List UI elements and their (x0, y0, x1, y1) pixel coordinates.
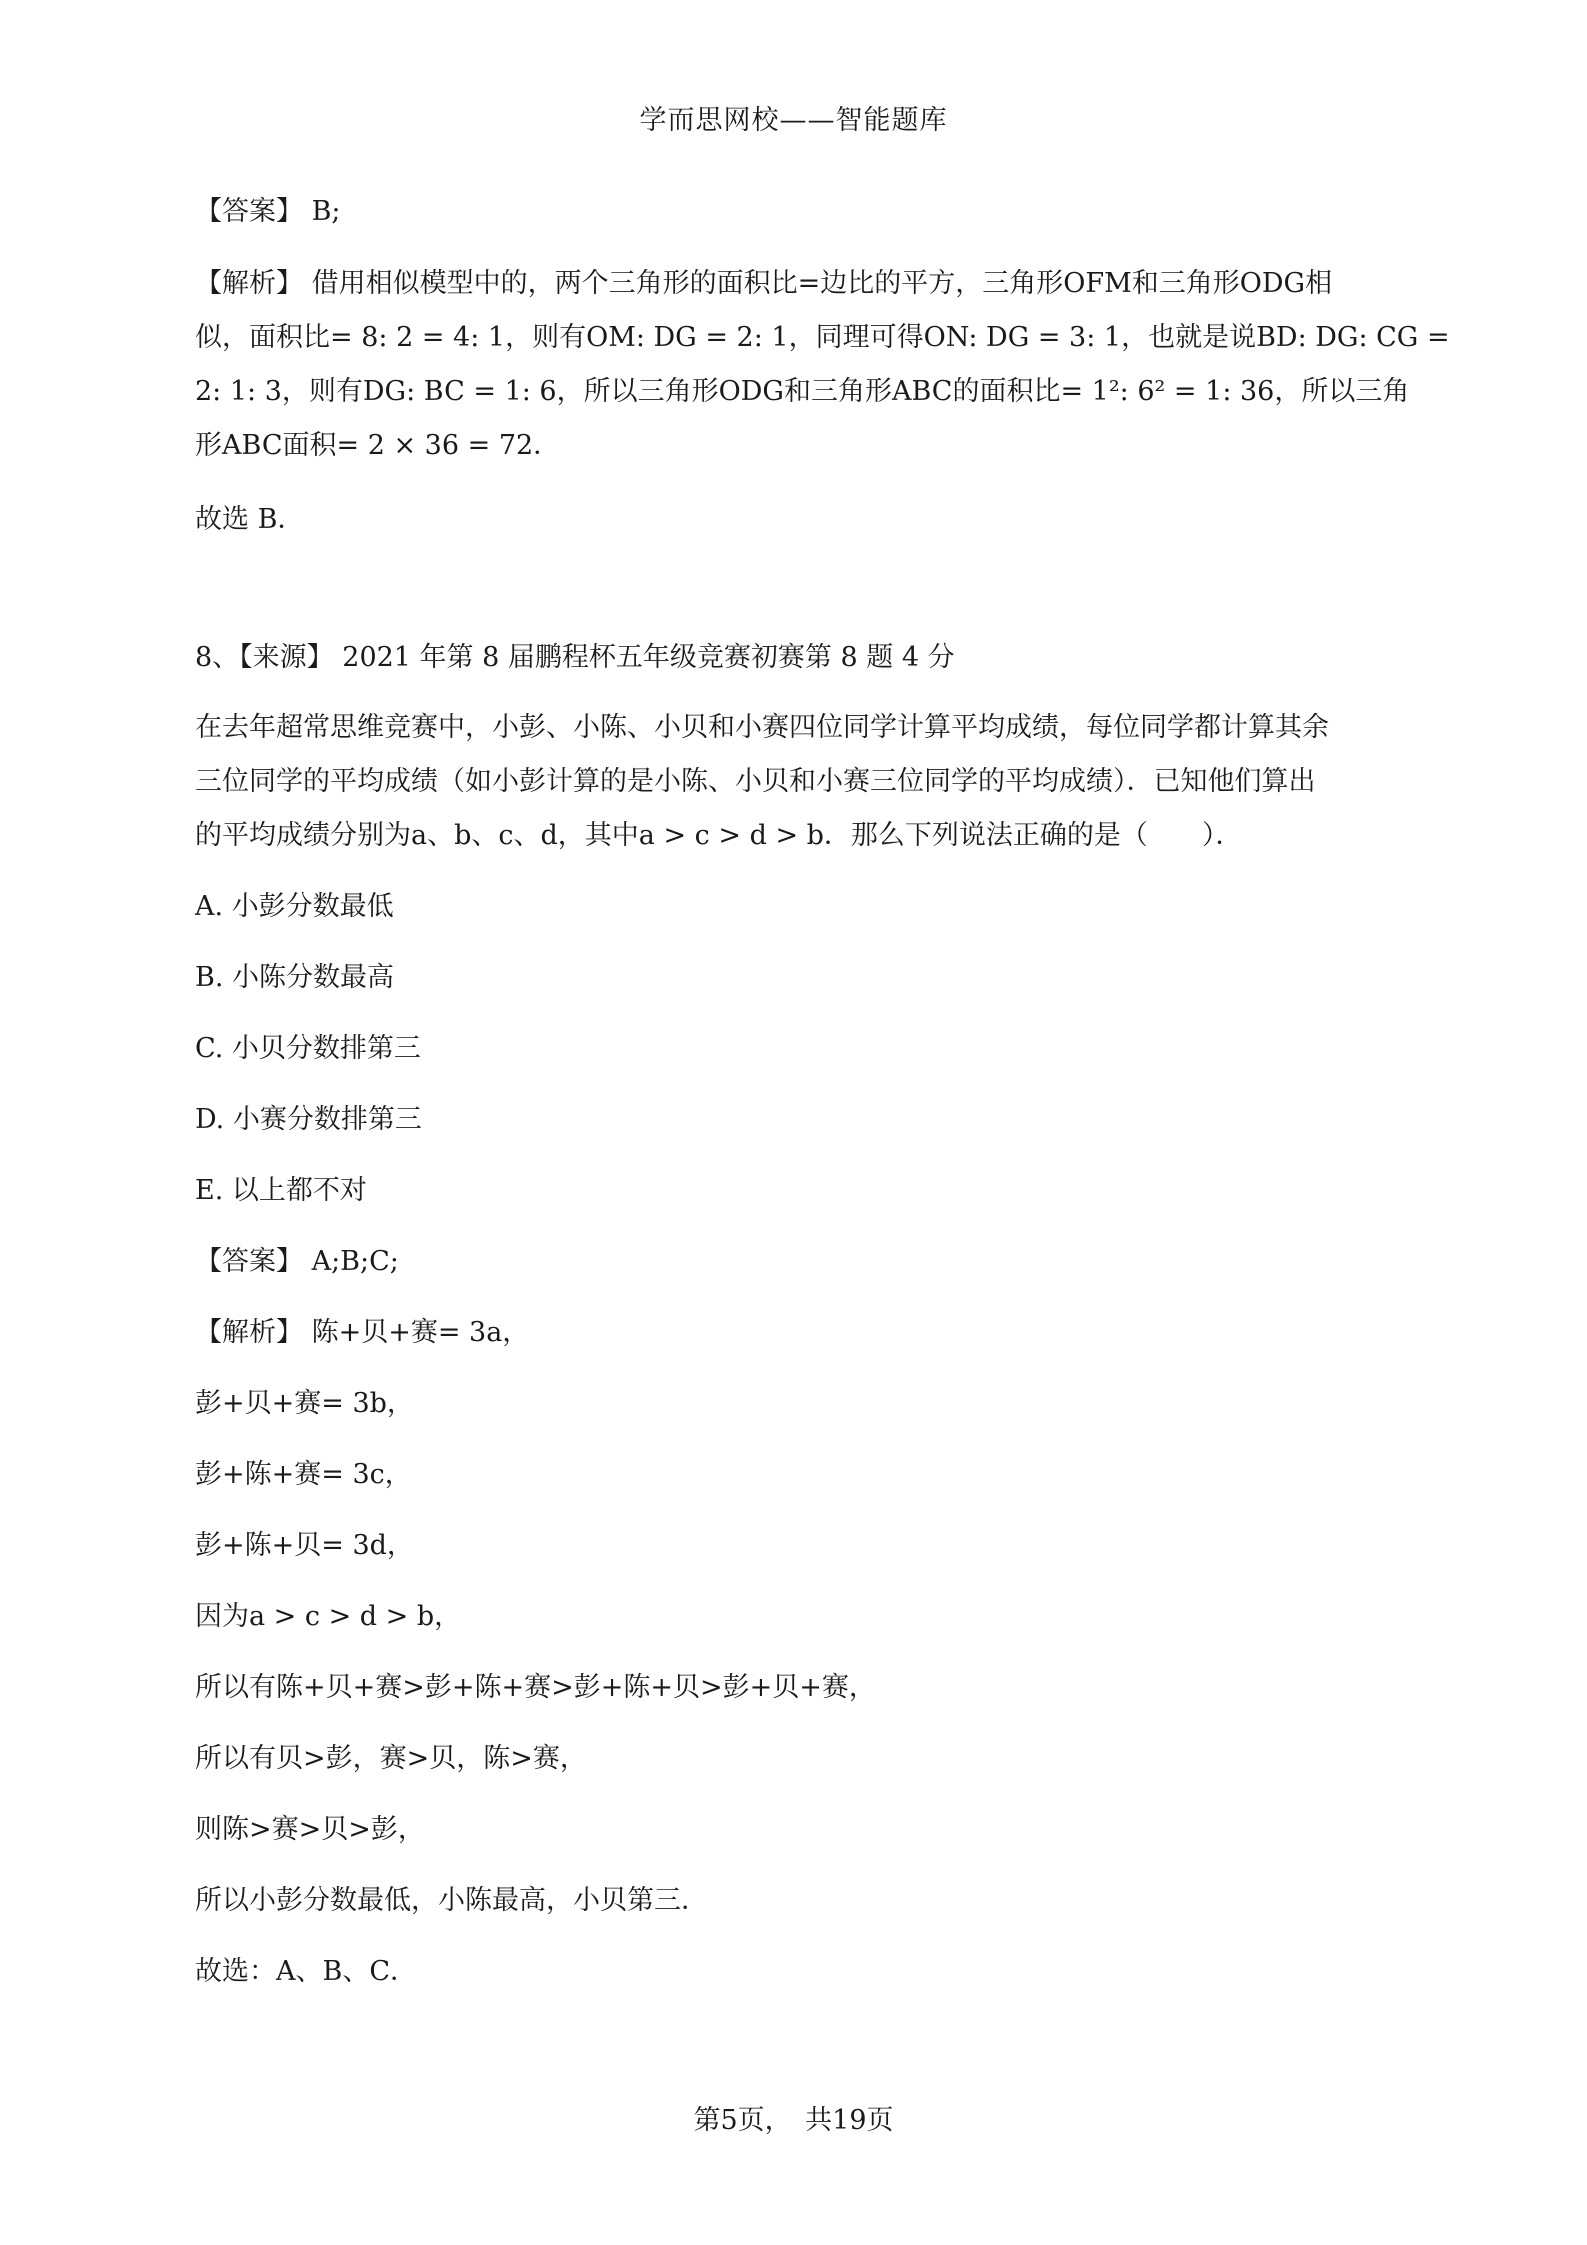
prev-analysis-line: 【解析】 借用相似模型中的，两个三角形的面积比=边比的平方，三角形OFM和三角形ODG相 (195, 268, 1333, 299)
option-e: E. 以上都不对 (195, 1175, 367, 1206)
analysis-line: 彭+陈+贝= 3d， (195, 1530, 414, 1561)
question-source: 8、【来源】 2021 年第 8 届鹏程杯五年级竞赛初赛第 8 题 4 分 (195, 642, 955, 673)
page-header-title: 学而思网校——智能题库 (639, 105, 948, 136)
prev-analysis-line: 似，面积比= 8: 2 = 4: 1，则有OM: DG = 2: 1，同理可得ON: DG = 3: 1，也就是说BD: DG: CG = (195, 322, 1450, 353)
analysis-line: 所以有陈+贝+赛>彭+陈+赛>彭+陈+贝>彭+贝+赛， (195, 1672, 876, 1703)
prev-analysis-line: 形ABC面积= 2 × 36 = 72． (195, 430, 561, 461)
prev-analysis-line: 2: 1: 3，则有DG: BC = 1: 6，所以三角形ODG和三角形ABC的面积比= 1²: 6² = 1: 36，所以三角 (195, 376, 1410, 407)
analysis-line: 彭+贝+赛= 3b， (195, 1388, 414, 1419)
prev-answer: 【答案】 B; (195, 196, 341, 227)
prev-conclusion: 故选 B． (195, 504, 305, 535)
analysis-line: 所以有贝>彭，赛>贝，陈>赛， (195, 1743, 587, 1774)
analysis-line: 彭+陈+赛= 3c， (195, 1459, 412, 1490)
page-footer-number: 第5页， 共19页 (693, 2105, 894, 2136)
analysis-line: 因为a > c > d > b， (195, 1601, 462, 1632)
analysis-line: 所以小彭分数最低，小陈最高，小贝第三． (195, 1885, 708, 1916)
analysis-line: 【解析】 陈+贝+赛= 3a， (195, 1317, 530, 1348)
question-stem-line: 三位同学的平均成绩（如小彭计算的是小陈、小贝和小赛三位同学的平均成绩）．已知他们算出 (195, 766, 1316, 797)
option-a: A. 小彭分数最低 (195, 891, 394, 922)
question-stem-line: 的平均成绩分别为a、b、c、d，其中a > c > d > b．那么下列说法正确的是（ ）． (195, 820, 1243, 851)
question-stem-line: 在去年超常思维竞赛中，小彭、小陈、小贝和小赛四位同学计算平均成绩，每位同学都计算其余 (195, 712, 1329, 743)
analysis-line: 故选：A、B、C． (195, 1956, 417, 1987)
option-c: C. 小贝分数排第三 (195, 1033, 421, 1064)
question-answer: 【答案】 A;B;C; (195, 1246, 399, 1277)
option-d: D. 小赛分数排第三 (195, 1104, 422, 1135)
option-b: B. 小陈分数最高 (195, 962, 395, 993)
analysis-line: 则陈>赛>贝>彭， (195, 1814, 425, 1845)
